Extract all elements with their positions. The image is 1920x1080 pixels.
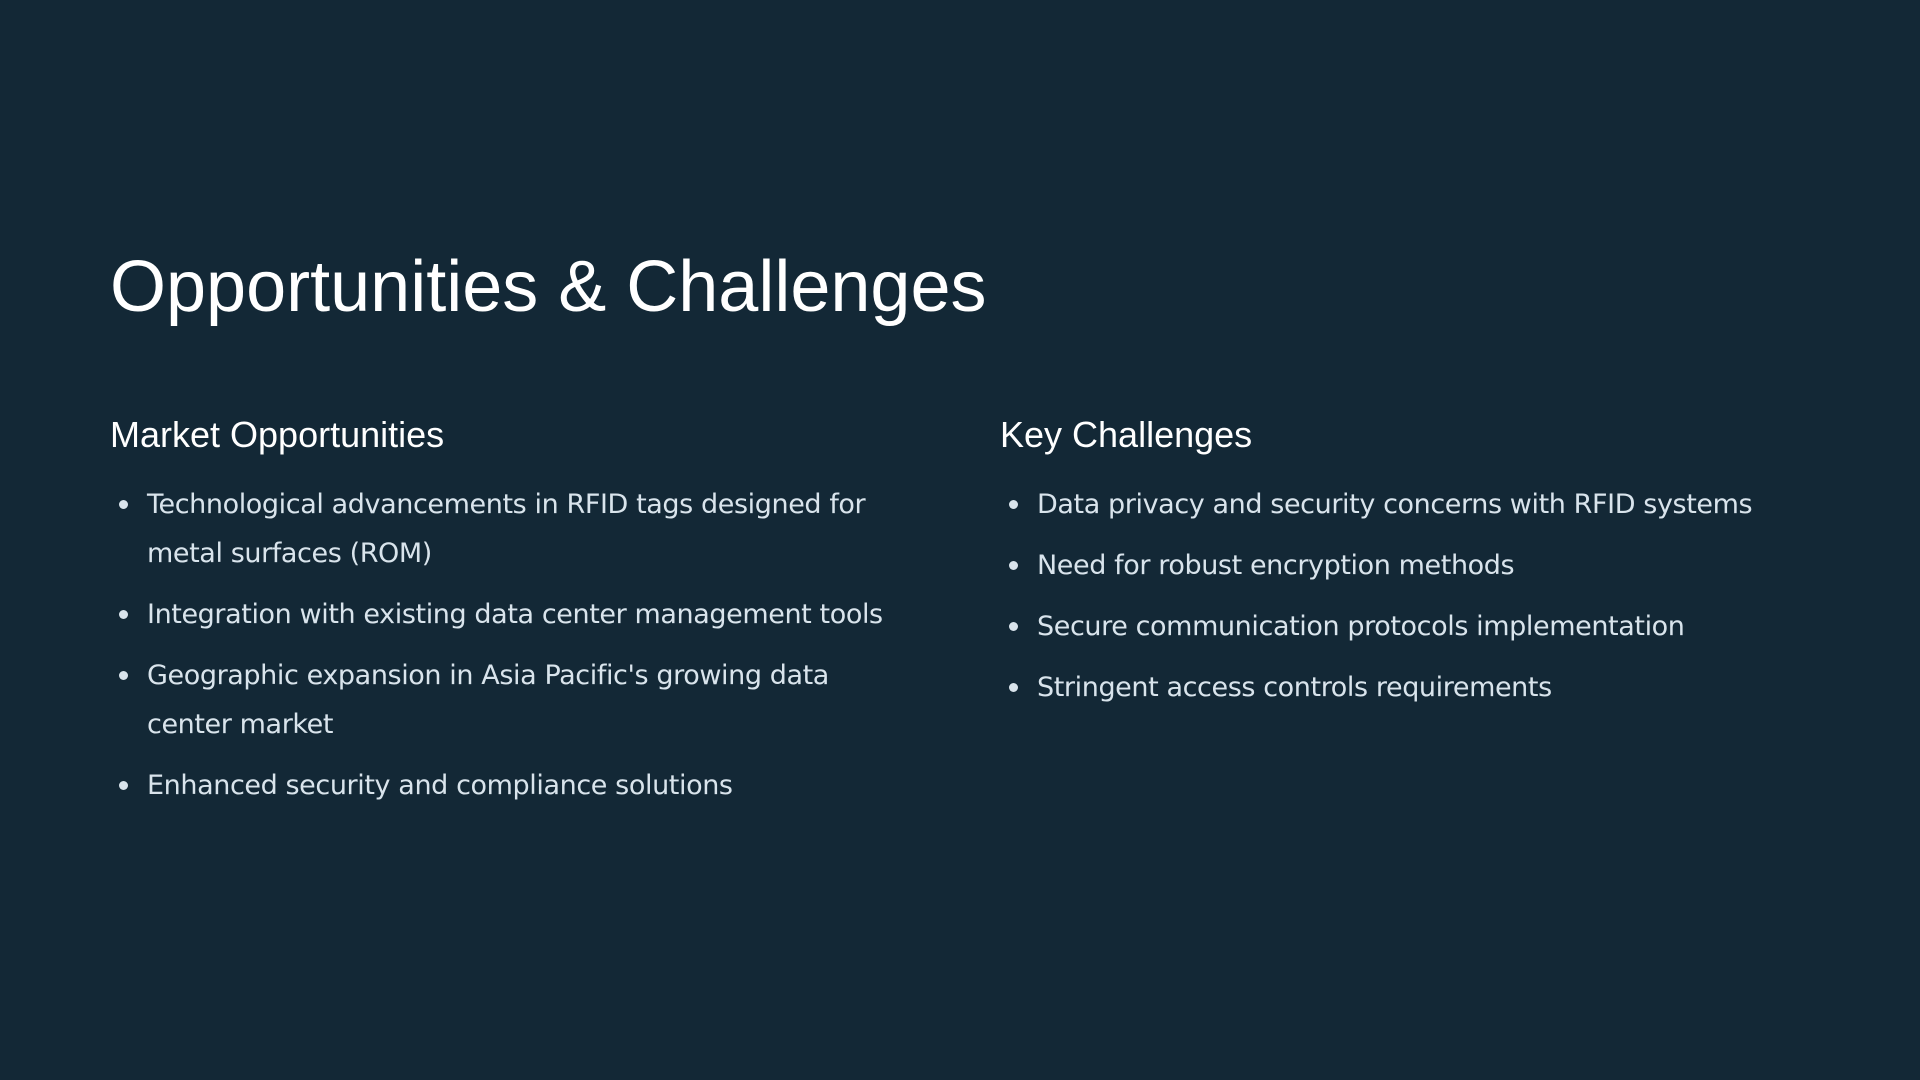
list-item-text: Geographic expansion in Asia Pacific's growing data center market: [147, 660, 829, 740]
list-item-text: Secure communication protocols implementation: [1037, 611, 1685, 642]
bullet-icon: [119, 610, 128, 619]
key-challenges-heading: Key Challenges: [1000, 414, 1253, 455]
bullet-icon: [1009, 683, 1018, 692]
list-item: [1000, 663, 1860, 712]
list-item-text: Stringent access controls requirements: [1037, 672, 1552, 703]
bullet-icon: [1009, 500, 1018, 509]
bullet-icon: [119, 781, 128, 790]
slide-title: Opportunities & Challenges: [110, 247, 987, 327]
key-challenges-section: [1000, 412, 1860, 724]
list-item-text: Enhanced security and compliance solutions: [147, 770, 733, 801]
market-opportunities-section: [110, 412, 910, 822]
market-opportunities-heading: Market Opportunities: [110, 414, 445, 455]
list-item: [1000, 541, 1860, 590]
list-item-text: Data privacy and security concerns with RFID systems: [1037, 489, 1753, 520]
list-item-text: Need for robust encryption methods: [1037, 550, 1515, 581]
list-item: [110, 480, 910, 578]
list-item: [110, 651, 910, 749]
bullet-icon: [1009, 622, 1018, 631]
bullet-icon: [119, 671, 128, 680]
list-item: [1000, 602, 1860, 651]
list-item-text: Integration with existing data center management tools: [147, 599, 883, 630]
list-item: [110, 590, 910, 639]
opportunities-list: [110, 480, 910, 810]
bullet-icon: [119, 500, 128, 509]
bullet-icon: [1009, 561, 1018, 570]
list-item: [1000, 480, 1860, 529]
list-item-text: Technological advancements in RFID tags designed for metal surfaces (ROM): [147, 489, 866, 569]
challenges-list: [1000, 480, 1860, 712]
list-item: [110, 761, 910, 810]
